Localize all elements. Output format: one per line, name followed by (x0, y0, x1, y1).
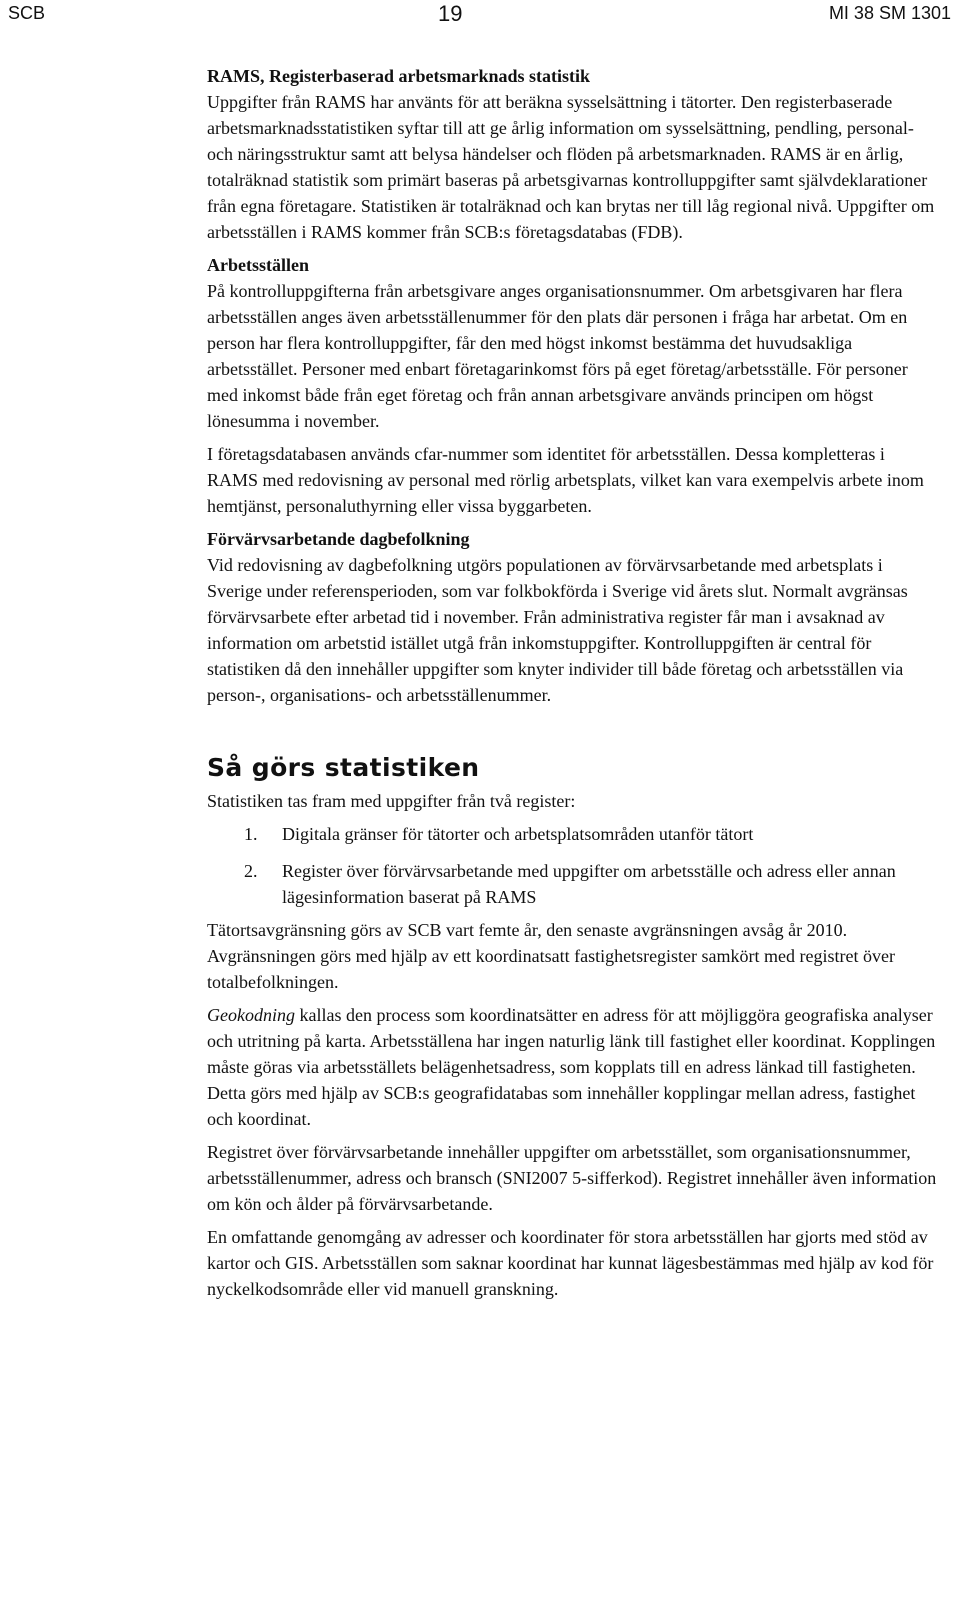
dagbefolkning-paragraph: Vid redovisning av dagbefolkning utgörs populationen av förvärvsarbetande med arbetsplats i Sverige under referensperioden, som var folkbokförda i Sverige vid årets slut. Normalt avgränsas förvärvsarbete efter arbetad tid i november. Från administrativa register får man i avsaknad av information om arbetstid istället utgå från inkomstuppgifter. Kontrolluppgiften är central för statistiken då den innehåller uppgifter som knyter individer till både företag och arbetsställen via person-, organisations- och arbetsställenummer. (207, 555, 908, 705)
list-item (207, 821, 939, 847)
dagbefolkning-heading: Förvärvsarbetande dagbefolkning (207, 529, 470, 549)
list-item (207, 858, 939, 910)
header-publisher: SCB (8, 3, 46, 23)
adress-paragraph: En omfattande genomgång av adresser och koordinater för stora arbetsställen har gjorts med stöd av kartor och GIS. Arbetsställen som saknar koordinat har kunnat lägesbestämmas med hjälp av kod för nyckelkodsområde eller vid manuell granskning. (207, 1227, 934, 1299)
geokodning-text: kallas den process som koordinatsätter en adress för att möjliggöra geografiska analyser och utritning på karta. Arbetsställena har ingen naturlig länk till fastighet eller koordinat. Kopplingen måste göras via arbetsställets belägenhetsadress, som kopplats till en adress länkad till fastigheten. Detta görs med hjälp av SCB:s geografidatabas som innehåller kopplingar mellan adress, fastighet och koordinat. (207, 1005, 936, 1129)
list-item-number: 2. (244, 861, 258, 881)
list-item-number: 1. (244, 824, 258, 844)
header-report-id: MI 38 SM 1301 (828, 3, 951, 23)
rams-paragraph: Uppgifter från RAMS har använts för att beräkna sysselsättning i tätorter. Den registerbaserade arbetsmarknadsstatistiken syftar till att ge årlig information om sysselsättning, pendling, personal- och näringsstruktur samt att belysa händelser och flöden på arbetsmarknaden. RAMS är en årlig, totalräknad statistik som primärt baseras på arbetsgivarnas kontrolluppgifter samt självdeklarationer från egna företagare. Statistiken är totalräknad och kan brytas ner till låg regional nivå. Uppgifter om arbetsställen i RAMS kommer från SCB:s företagsdatabas (FDB). (207, 92, 935, 242)
list-item-text: Digitala gränser för tätorter och arbetsplatsområden utanför tätort (282, 824, 754, 844)
page-number: 19 (438, 1, 463, 26)
page-header (0, 0, 960, 36)
arbetsstallen-paragraph-2: I företagsdatabasen används cfar-nummer som identitet för arbetsställen. Dessa kompletteras i RAMS med redovisning av personal med rörlig arbetsplats, vilket kan vara exempelvis arbete inom hemtjänst, personaluthyrning eller vissa byggarbeten. (207, 444, 924, 516)
section-title: Så görs statistiken (207, 753, 480, 782)
document-body (207, 63, 939, 1302)
geokodning-paragraph (207, 1002, 939, 1132)
geokodning-term: Geokodning (207, 1005, 295, 1025)
method-intro: Statistiken tas fram med uppgifter från två register: (207, 791, 576, 811)
rams-heading: RAMS, Registerbaserad arbetsmarknads statistik (207, 66, 590, 86)
arbetsstallen-paragraph-1: På kontrolluppgifterna från arbetsgivare anges organisationsnummer. Om arbetsgivaren har flera arbetsställen anges även arbetsställenummer för den plats där personen i fråga har arbetat. Om en person har flera kontrolluppgifter, får den med högst inkomst bestämma det huvudsakliga arbetsstället. Personer med enbart företagarinkomst förs på eget företag/arbetsställe. För personer med inkomst både från eget företag och från annan arbetsgivare används principen om högst lönesumma i november. (207, 281, 908, 431)
tatort-paragraph: Tätortsavgränsning görs av SCB vart femte år, den senaste avgränsningen avsåg år 2010. Avgränsningen görs med hjälp av ett koordinatsatt fastighetsregister samkört med registret över totalbefolkningen. (207, 920, 895, 992)
list-item-text: Register över förvärvsarbetande med uppgifter om arbetsställe och adress eller annan lägesinformation baserat på RAMS (282, 861, 896, 907)
register-list (207, 821, 939, 910)
arbetsstallen-heading: Arbetsställen (207, 255, 309, 275)
register-paragraph: Registret över förvärvsarbetande innehåller uppgifter om arbetsstället, som organisationsnummer, arbetsställenummer, adress och bransch (SNI2007 5-sifferkod). Registret innehåller även information om kön och ålder på förvärvsarbetande. (207, 1142, 937, 1214)
